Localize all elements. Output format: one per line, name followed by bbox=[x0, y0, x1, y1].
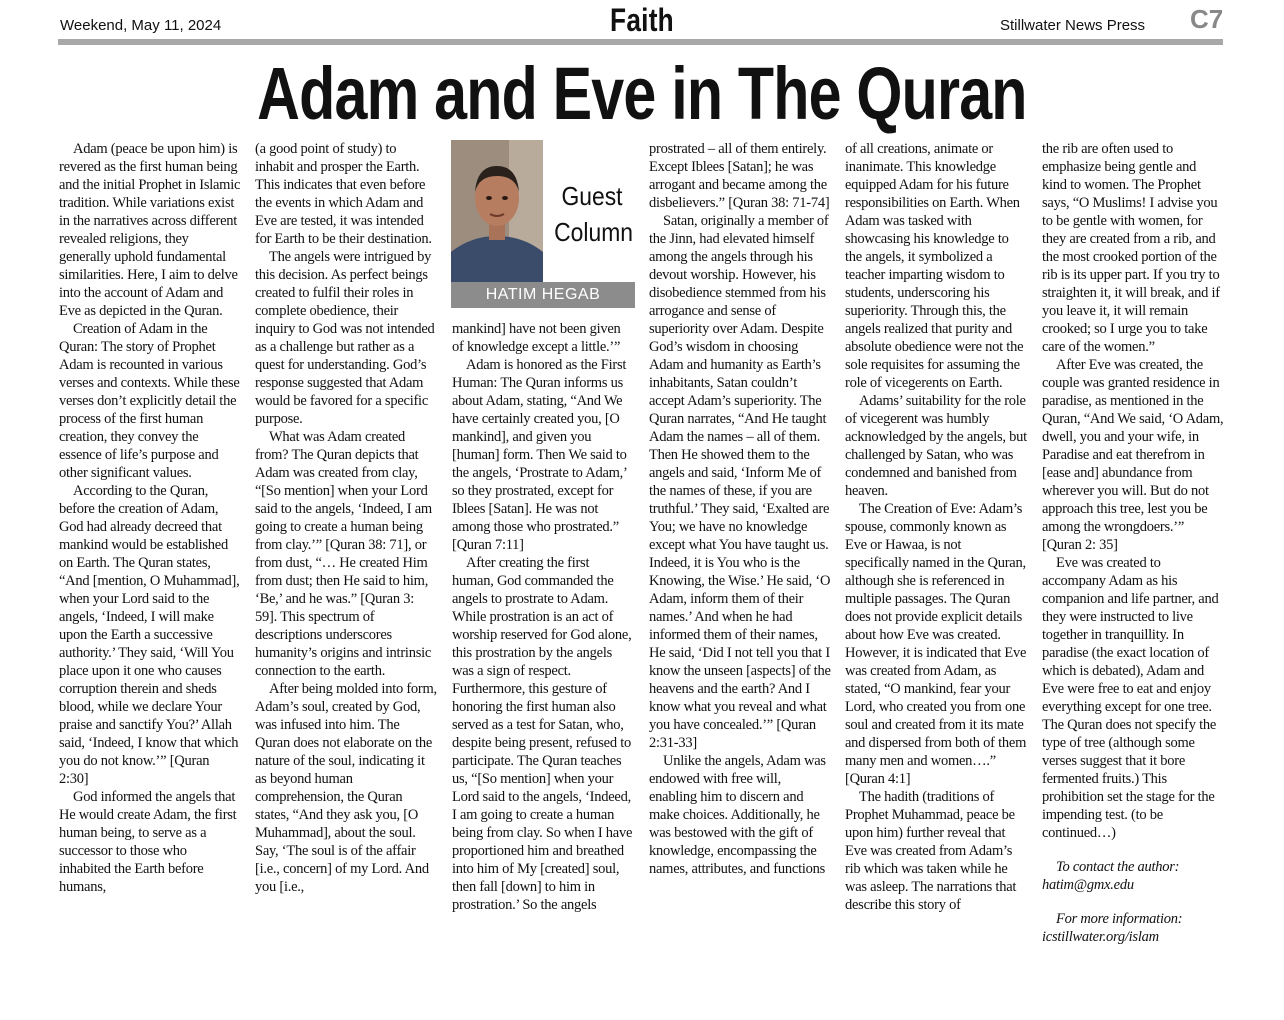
guest-label-line-1: Guest bbox=[561, 181, 623, 211]
headline-text: Adam and Eve in The Quran bbox=[257, 52, 1027, 135]
article-paragraph: Adam (peace be upon him) is revered as the first human being and the initial Prophet in Islamic tradition. While variations exist in the narratives across different revealed religions, they generally uphold fundamental similarities. Here, I aim to delve into the account of Adam and Eve as depicted in the Quran. bbox=[59, 141, 241, 319]
guest-label-line-2: Column bbox=[554, 217, 634, 247]
newspaper-name: Stillwater News Press bbox=[1000, 17, 1146, 34]
article-paragraph: After creating the first human, God commanded the angels to prostrate to Adam. While prostration is an act of worship reserved for God alone, this prostration by the angels was a sign of respect. Furthermore, this gesture of honoring the first human also served as a test for Satan, who, despite being present, refused to participate. The Quran teaches us, “[So mention] when your Lord said to the angels, ‘Indeed, I am going to create a human being from clay. So when I have proportioned him and breathed into him of My [created] soul, then fall [down] to him in prostration.’ So the angels bbox=[452, 555, 633, 913]
author-photo bbox=[451, 140, 543, 282]
article-paragraph: mankind] have not been given of knowledge except a little.’” bbox=[452, 321, 621, 355]
article-paragraph: After being molded into form, Adam’s soul, created by God, was infused into him. The Quran does not elaborate on the nature of the soul, indicating it as beyond human comprehension, the Quran states, “And they ask you, [O Muhammad], about the soul. Say, ‘The soul is of the affair [i.e., concern] of my Lord. And you [i.e., bbox=[255, 681, 437, 895]
article-paragraph: The hadith (traditions of Prophet Muhammad, peace be upon him) further reveal that Eve was created from Adam’s rib which was taken while he was asleep. The narrations that describe this story of bbox=[845, 789, 1017, 913]
section-title: Faith bbox=[610, 2, 674, 38]
article-column-5 bbox=[845, 140, 1027, 914]
guest-column-label bbox=[554, 178, 634, 250]
article-paragraph: (a good point of study) to inhabit and prosper the Earth. This indicates that even before the events in which Adam and Eve are tested, it was intended for Earth to be their destination. bbox=[255, 141, 432, 247]
author-byline: HATIM HEGAB bbox=[451, 282, 635, 308]
author-contact-label: To contact the author: bbox=[1056, 859, 1180, 875]
article-paragraph: of all creations, animate or inanimate. This knowledge equipped Adam for his future responsibilities on Earth. When Adam was tasked with showcasing his knowledge to the angels, it symbolized a teacher imparting wisdom to students, underscoring his superiority. Through this, the angels realized that purity and absolute obedience were not the sole requisites for assuming the role of vicegerents on Earth. bbox=[845, 141, 1024, 391]
article-paragraph: Unlike the angels, Adam was endowed with free will, enabling him to discern and make choices. Additionally, he was bestowed with the gift of knowledge, encompassing the names, attributes, and functions bbox=[649, 753, 826, 877]
article-column-3 bbox=[452, 320, 634, 914]
author-portrait-image bbox=[451, 140, 543, 282]
article-paragraph: prostrated – all of them entirely. Except Iblees [Satan]; he was arrogant and became among the disbelievers.” [Quran 38: 71-74] bbox=[649, 141, 830, 211]
page-number: C7 bbox=[1190, 4, 1224, 34]
more-info-url: icstillwater.org/islam bbox=[1042, 929, 1159, 945]
article-paragraph: the rib are often used to emphasize being gentle and kind to women. The Prophet says, “O Muslims! I advise you to be gentle with women, for they are created from a rib, and the most crooked portion of the rib is its upper part. If you try to straighten it, it will break, and if you leave it, it will remain crooked; so I urge you to take care of the women.” bbox=[1042, 141, 1220, 355]
article-column-4 bbox=[649, 140, 831, 878]
article-paragraph: The angels were intrigued by this decision. As perfect beings created to fulfil their roles in complete obedience, their inquiry to God was not intended as a challenge but rather as a quest for understanding. God’s response suggested that Adam would be favored for a specific purpose. bbox=[255, 249, 435, 427]
article-paragraph: Eve was created to accompany Adam as his companion and life partner, and they were instructed to live together in tranquillity. In paradise (the exact location of which is debated), Adam and Eve were free to eat and enjoy everything except for one tree. The Quran does not specify the type of tree (although some verses suggest that it bore fermented fruits.) This prohibition set the stage for the impending test. (to be continued…) bbox=[1042, 555, 1219, 841]
article-column-6 bbox=[1042, 140, 1224, 946]
article-column-2 bbox=[255, 140, 437, 896]
article-paragraph: Adams’ suitability for the role of vicegerent was humbly acknowledged by the angels, but challenged by Satan, who was condemned and banished from heaven. bbox=[845, 393, 1027, 499]
article-paragraph: Adam is honored as the First Human: The Quran informs us about Adam, stating, “And We have certainly created you, [O mankind], and given you [human] form. Then We said to the angels, ‘Prostrate to Adam,’ so they prostrated, except for Iblees [Satan]. He was not among those who prostrated.” [Quran 7:11] bbox=[452, 357, 627, 553]
article-paragraph: God informed the angels that He would create Adam, the first human being, to serve as a successor to those who inhabited the Earth before humans, bbox=[59, 789, 237, 895]
article-column-1 bbox=[59, 140, 241, 896]
article-paragraph: Satan, originally a member of the Jinn, had elevated himself among the angels through his devout worship. However, his disobedience stemmed from his arrogance and sense of superiority over Adam. Despite God’s wisdom in choosing Adam and humanity as Earth’s inhabitants, Satan couldn’t accept Adam’s superiority. The Quran narrates, “And He taught Adam the names – all of them. Then He showed them to the angels and said, ‘Inform Me of the names of these, if you are truthful.’ They said, ‘Exalted are You; we have no knowledge except what You have taught us. Indeed, it is You who is the Knowing, the Wise.’ He said, ‘O Adam, inform them of their names.’ And when he had informed them of their names, He said, ‘Did I not tell you that I know the unseen [aspects] of the heavens and the earth? And I know what you reveal and what you have concealed.’” [Quran 2:31-33] bbox=[649, 213, 831, 751]
article-paragraph: What was Adam created from? The Quran depicts that Adam was created from clay, “[So mention] when your Lord said to the angels, ‘Indeed, I am going to create a human being from clay.’” [Quran 38: 71], or from dust, “… He created Him from dust; then He said to him, ‘Be,’ and he was.” [Quran 3: 59]. This spectrum of descriptions underscores humanity’s origins and intrinsic connection to the earth. bbox=[255, 429, 432, 679]
more-info-label: For more information: bbox=[1056, 911, 1183, 927]
article-paragraph: Creation of Adam in the Quran: The story of Prophet Adam is recounted in various verses and contexts. While these verses don’t explicitly detail the process of the first human creation, they convey the essence of life’s purpose and other significant values. bbox=[59, 321, 240, 481]
article-headline bbox=[0, 48, 1284, 140]
issue-date: Weekend, May 11, 2024 bbox=[60, 17, 222, 34]
article-paragraph: After Eve was created, the couple was granted residence in paradise, as mentioned in the Quran, “And We said, ‘O Adam, dwell, you and your wife, in Paradise and eat therefrom in [ease and] abundance from wherever you will. But do not approach this tree, lest you be among the wrongdoers.’” [Quran 2: 35] bbox=[1042, 357, 1224, 553]
header-rule bbox=[58, 39, 1223, 45]
article-paragraph: According to the Quran, before the creation of Adam, God had already decreed that mankind would be established on Earth. The Quran states, “And [mention, O Muhammad], when your Lord said to the angels, ‘Indeed, I will make upon the Earth a successive authority.’ They said, ‘Will You place upon it one who causes corruption therein and sheds blood, while we declare Your praise and sanctify You?’ Allah said, ‘Indeed, I know that which you do not know.’” [Quran 2:30] bbox=[59, 483, 240, 787]
article-paragraph: The Creation of Eve: Adam’s spouse, commonly known as Eve or Hawaa, is not specifically named in the Quran, although she is referenced in multiple passages. The Quran does not provide explicit details about how Eve was created. However, it is indicated that Eve was created from Adam, as stated, “O mankind, fear your Lord, who created you from one soul and created from it its mate and dispersed from both of them many men and women….” [Quran 4:1] bbox=[845, 501, 1027, 787]
author-email: hatim@gmx.edu bbox=[1042, 877, 1134, 893]
guest-column-box bbox=[451, 140, 635, 308]
